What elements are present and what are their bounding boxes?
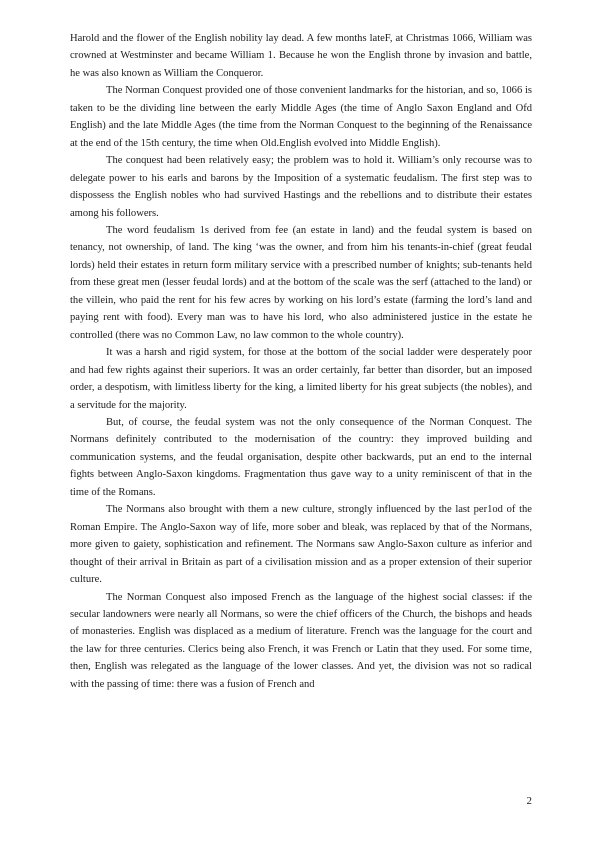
paragraph-5: It was a harsh and rigid system, for those at the bottom of the social ladder were desperately poor and had few rights against their superiors. It was an order certainly, far better than disorder, but an imposed order, a despotism, with limitless liberty for the king, a limited liberty for his great subjects (the nobles), and a servitude for the majority. xyxy=(70,347,532,411)
paragraph-7: The Normans also brought with them a new culture, strongly influenced by the last per1od of the Roman Empire. The Anglo-Saxon way of life, more sober and bleak, was replaced by that of the Normans, more given to gaiety, sophistication and refinement. The Normans saw Anglo-Saxon culture as inferior and thought of their arrival in Britain as part of a civilisation mission and as a proper extension of their superior culture. xyxy=(70,504,532,586)
paragraph-6: But, of course, the feudal system was not the only consequence of the Norman Conquest. The Normans definitely contributed to the modernisation of the country: they improved building and communication systems, and the feudal organisation, despite other backwards, put an end to the internal fights between Anglo-Saxon kingdoms. Fragmentation thus gave way to a unity reminiscent of that in the time of the Romans. xyxy=(70,416,532,498)
page-number: 2 xyxy=(526,795,532,807)
document-page xyxy=(70,30,532,693)
paragraph-8: The Norman Conquest also imposed French as the language of the highest social classes: if the secular landowners were nearly all Normans, so were the chief officers of the Church, the bishops and heads of monasteries. English was displaced as a medium of literature. French was the language for the court and the law for three centuries. Clerics being also French, it was French or Latin that they used. For some time, then, English was relegated as the language of the lower classes. And yet, the division was not so radical with the passing of time: there was a fusion of French and xyxy=(70,591,532,690)
paragraph-2: The Norman Conquest provided one of those convenient landmarks for the historian, and so, 1066 is taken to be the dividing line between the early Middle Ages (the time of Anglo Saxon England and Ofd English) and the late Middle Ages (the time from the Norman Conquest to the beginning of the Renaissance at the end of the 15th century, the time when Old.English evolved into Middle English). xyxy=(70,85,532,149)
paragraph-3: The conquest had been relatively easy; the problem was to hold it. William’s only recourse was to delegate power to his earls and barons by the Imposition of a systematic feudalism. The first step was to dispossess the English nobles who had survived Hastings and the rebellions and to distribute their estates among his followers. xyxy=(70,155,532,219)
paragraph-1: Harold and the flower of the English nobility lay dead. A few months lateF, at Christmas 1066, William was crowned at Westminster and became William 1. Because he won the English throne by invasion and battle, he was also known as William the Conqueror. xyxy=(70,33,532,79)
paragraph-4: The word feudalism 1s derived from fee (an estate in land) and the feudal system is based on tenancy, not ownership, of land. The king ‘was the owner, and from him his tenants-in-chief (great feudal lords) held their estates in return form military service with a prescribed number of knights; sub-tenants held from these great men (lesser feudal lords) and at the bottom of the scale was the serf (attached to the land) or the villein, who paid the rent for his few acres by working on his lord’s estate (farming the lord’s land and paying rent with food). Every man was to have his lord, who also administered justice in the estate he controlled (there was no Common Law, no law common to the whole country). xyxy=(70,224,532,341)
